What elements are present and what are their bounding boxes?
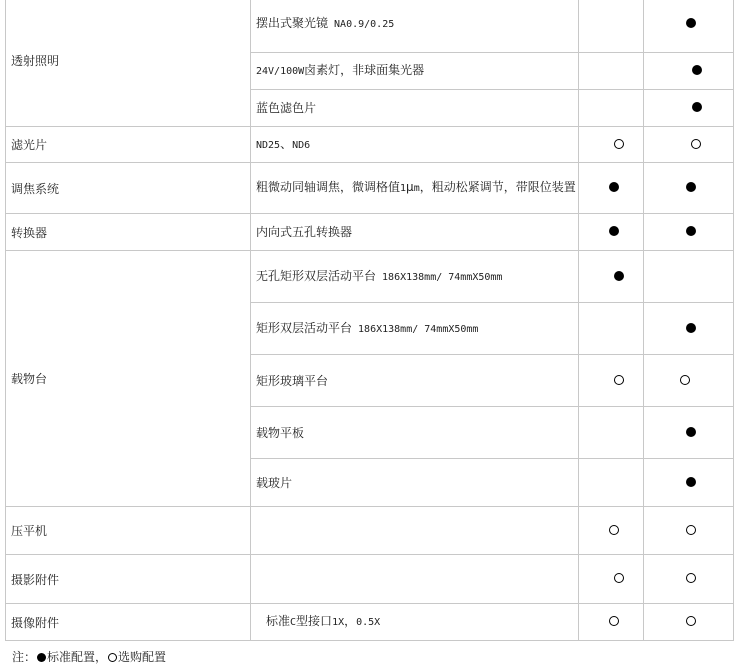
description-cell: ND25、ND6 [251, 127, 579, 163]
config-cell [644, 0, 734, 53]
optional-config-icon [614, 139, 624, 149]
category-cell: 压平机 [6, 507, 251, 555]
spec-table [5, 0, 734, 641]
config-cell [644, 555, 734, 604]
config-cell [579, 555, 644, 604]
config-cell [644, 214, 734, 251]
config-cell [644, 303, 734, 355]
config-cell [579, 407, 644, 459]
config-cell [644, 355, 734, 407]
config-cell [644, 507, 734, 555]
description-cell: 矩形玻璃平台 [251, 355, 579, 407]
category-cell: 调焦系统 [6, 163, 251, 214]
config-cell [579, 0, 644, 53]
config-cell [579, 459, 644, 507]
table-row [6, 251, 734, 303]
table-row [6, 507, 734, 555]
table-row [6, 604, 734, 641]
description-cell [251, 507, 579, 555]
description-cell: 载物平板 [251, 407, 579, 459]
config-cell [644, 407, 734, 459]
standard-config-icon [692, 65, 702, 75]
optional-config-icon [686, 525, 696, 535]
standard-config-icon [686, 18, 696, 28]
config-cell [579, 251, 644, 303]
optional-config-icon [108, 653, 117, 662]
standard-config-icon [686, 427, 696, 437]
optional-config-icon [614, 375, 624, 385]
standard-config-icon [686, 477, 696, 487]
config-cell [579, 214, 644, 251]
optional-config-icon [686, 616, 696, 626]
config-cell [579, 90, 644, 127]
config-cell [579, 127, 644, 163]
config-cell [579, 507, 644, 555]
config-cell [644, 127, 734, 163]
standard-config-icon [614, 271, 624, 281]
config-cell [579, 355, 644, 407]
optional-config-icon [614, 573, 624, 583]
standard-config-icon [37, 653, 46, 662]
note-prefix: 注： [12, 650, 37, 664]
config-cell [644, 90, 734, 127]
category-cell: 摄像附件 [6, 604, 251, 641]
description-cell: 无孔矩形双层活动平台 186X138mm/ 74mmX50mm [251, 251, 579, 303]
legend-note [12, 648, 166, 665]
optional-config-icon [609, 616, 619, 626]
description-cell: 24V/100W卤素灯，非球面集光器 [251, 53, 579, 90]
standard-config-icon [692, 102, 702, 112]
standard-config-icon [609, 182, 619, 192]
table-row [6, 0, 734, 53]
config-cell [644, 251, 734, 303]
category-cell: 透射照明 [6, 0, 251, 127]
table-row [6, 555, 734, 604]
category-cell: 转换器 [6, 214, 251, 251]
config-cell [579, 303, 644, 355]
standard-config-label: 标准配置， [47, 650, 108, 664]
category-cell: 载物台 [6, 251, 251, 507]
description-cell: 粗微动同轴调焦，微调格值1μm，粗动松紧调节，带限位装置 [251, 163, 579, 214]
standard-config-icon [686, 182, 696, 192]
description-cell: 内向式五孔转换器 [251, 214, 579, 251]
config-cell [579, 163, 644, 214]
config-cell [579, 53, 644, 90]
standard-config-icon [686, 323, 696, 333]
config-cell [644, 163, 734, 214]
standard-config-icon [686, 226, 696, 236]
category-cell: 滤光片 [6, 127, 251, 163]
description-cell [251, 555, 579, 604]
description-cell: 蓝色滤色片 [251, 90, 579, 127]
optional-config-icon [691, 139, 701, 149]
description-cell: 矩形双层活动平台 186X138mm/ 74mmX50mm [251, 303, 579, 355]
optional-config-icon [680, 375, 690, 385]
table-row [6, 214, 734, 251]
description-cell: 摆出式聚光镜 NA0.9/0.25 [251, 0, 579, 53]
config-cell [644, 459, 734, 507]
category-cell: 摄影附件 [6, 555, 251, 604]
optional-config-label: 选购配置 [118, 650, 167, 664]
optional-config-icon [686, 573, 696, 583]
table-row [6, 163, 734, 214]
table-row [6, 127, 734, 163]
config-cell [644, 604, 734, 641]
standard-config-icon [609, 226, 619, 236]
optional-config-icon [609, 525, 619, 535]
config-cell [579, 604, 644, 641]
description-cell: 载玻片 [251, 459, 579, 507]
description-cell: 标准C型接口1X，0.5X [251, 604, 579, 641]
config-cell [644, 53, 734, 90]
